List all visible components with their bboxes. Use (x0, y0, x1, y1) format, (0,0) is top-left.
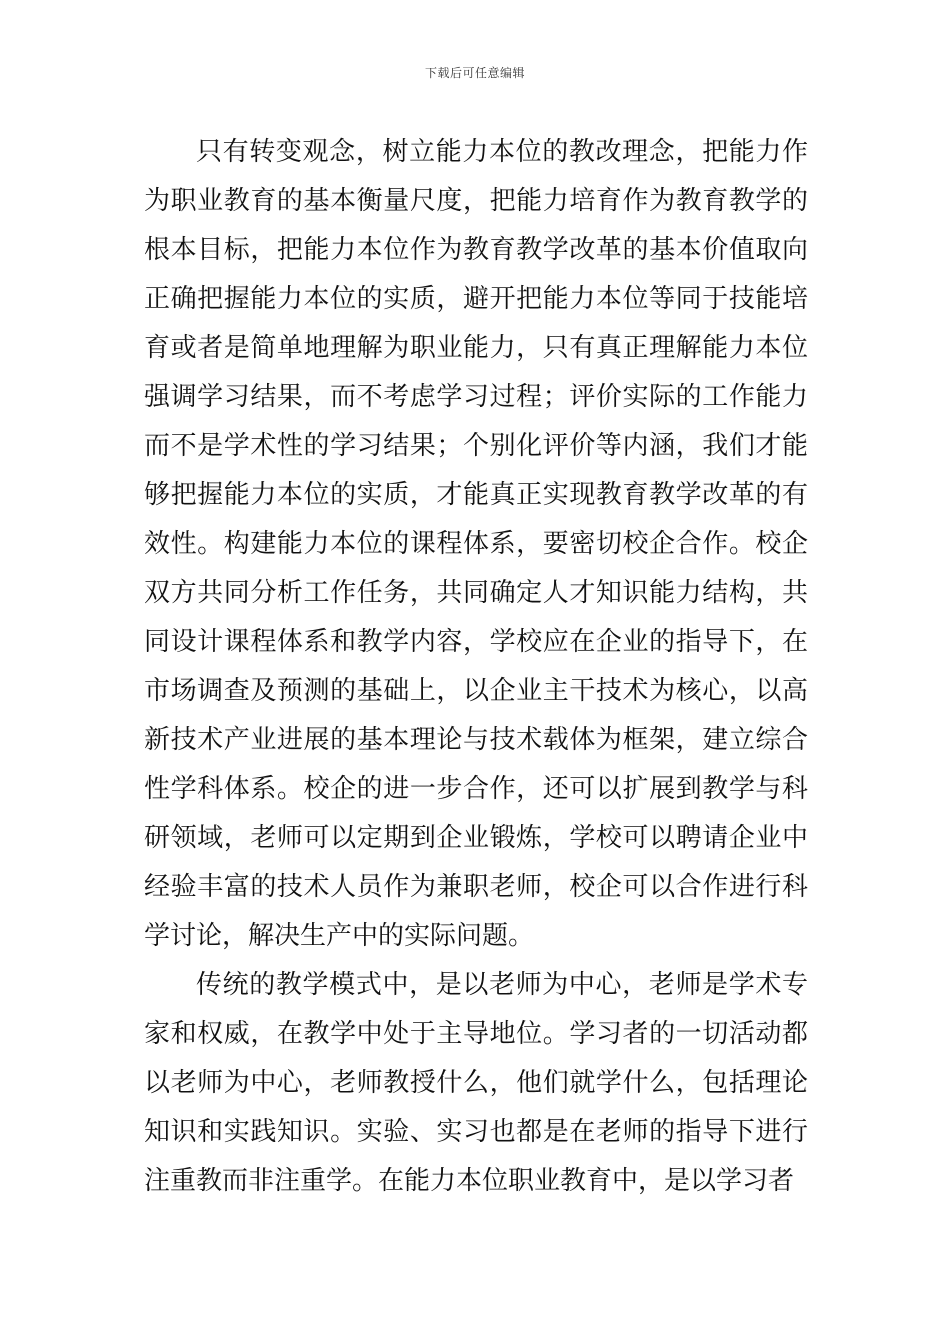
document-body (144, 128, 808, 1206)
body-paragraph-2: 传统的教学模式中，是以老师为中心，老师是学术专家和权威，在教学中处于主导地位。学习者的一切活动都以老师为中心，老师教授什么，他们就学什么，包括理论知识和实践知识。实验、实习也都是在老师的指导下进行注重教而非注重学。在能力本位职业教育中，是以学习者 (144, 970, 808, 1196)
body-paragraph-1: 只有转变观念，树立能力本位的教改理念，把能力作为职业教育的基本衡量尺度，把能力培育作为教育教学的根本目标，把能力本位作为教育教学改革的基本价值取向正确把握能力本位的实质，避开把能力本位等同于技能培育或者是简单地理解为职业能力，只有真正理解能力本位强调学习结果，而不考虑学习过程；评价实际的工作能力而不是学术性的学习结果；个别化评价等内涵，我们才能够把握能力本位的实质，才能真正实现教育教学改革的有效性。构建能力本位的课程体系，要密切校企合作。校企双方共同分析工作任务，共同确定人才知识能力结构，共同设计课程体系和教学内容，学校应在企业的指导下，在市场调查及预测的基础上，以企业主干技术为核心，以高新技术产业进展的基本理论与技术载体为框架，建立综合性学科体系。校企的进一步合作，还可以扩展到教学与科研领域，老师可以定期到企业锻炼，学校可以聘请企业中经验丰富的技术人员作为兼职老师，校企可以合作进行科学讨论，解决生产中的实际问题。 (144, 137, 808, 951)
page-header-note: 下载后可任意编辑 (424, 66, 525, 80)
